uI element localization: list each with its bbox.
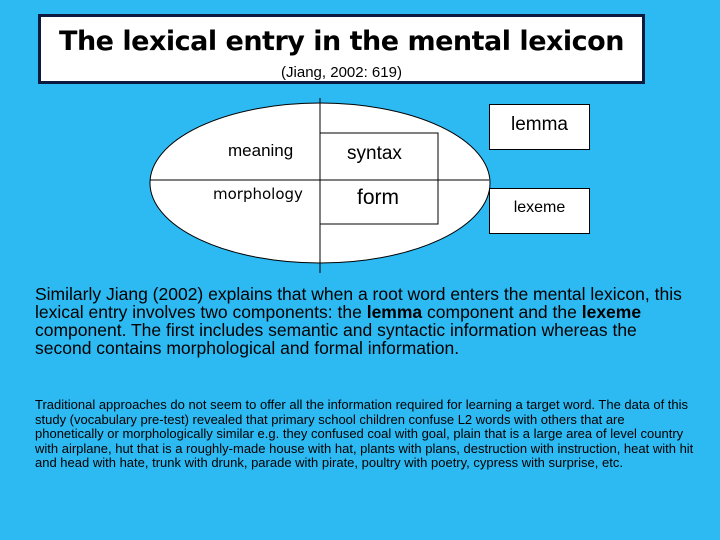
- explanation-text-1: Similarly Jiang (2002) explains that when a root word enters the mental lexicon, this lexical entry involves two components: the: [35, 284, 682, 322]
- syntax-cell: syntax: [347, 143, 402, 164]
- explanation-text-3: component. The first includes semantic and syntactic information whereas the second contains morphological and formal information.: [35, 320, 637, 358]
- form-cell: form: [357, 186, 399, 209]
- meaning-cell: meaning: [228, 141, 294, 160]
- lemma-term: lemma: [366, 302, 423, 322]
- study-findings-paragraph: Traditional approaches do not seem to offer all the information required for learning a target word. The data of this study (vocabulary pre-test) revealed that primary school children confuse L2 words with others that are phonetically or morphologically similar e.g. they confused coal with goal, plain that is a large area of level country with airplane, hut that is a roughly-made house with hat, plants with plans, destruction with instruction, heat with hit and head with hate, trunk with drunk, parade with pirate, poultry with poetry, cypress with surprise, etc.: [35, 397, 694, 470]
- slide-title: The lexical entry in the mental lexicon: [59, 26, 624, 57]
- lemma-box: lemma: [489, 104, 590, 150]
- morphology-cell: morphology: [213, 185, 303, 203]
- explanation-paragraph: [35, 285, 695, 357]
- lexeme-box: lexeme: [489, 188, 590, 234]
- lexeme-term: lexeme: [581, 302, 642, 322]
- slide-subtitle: (Jiang, 2002: 619): [281, 64, 402, 81]
- explanation-text-2: component and the: [422, 302, 582, 322]
